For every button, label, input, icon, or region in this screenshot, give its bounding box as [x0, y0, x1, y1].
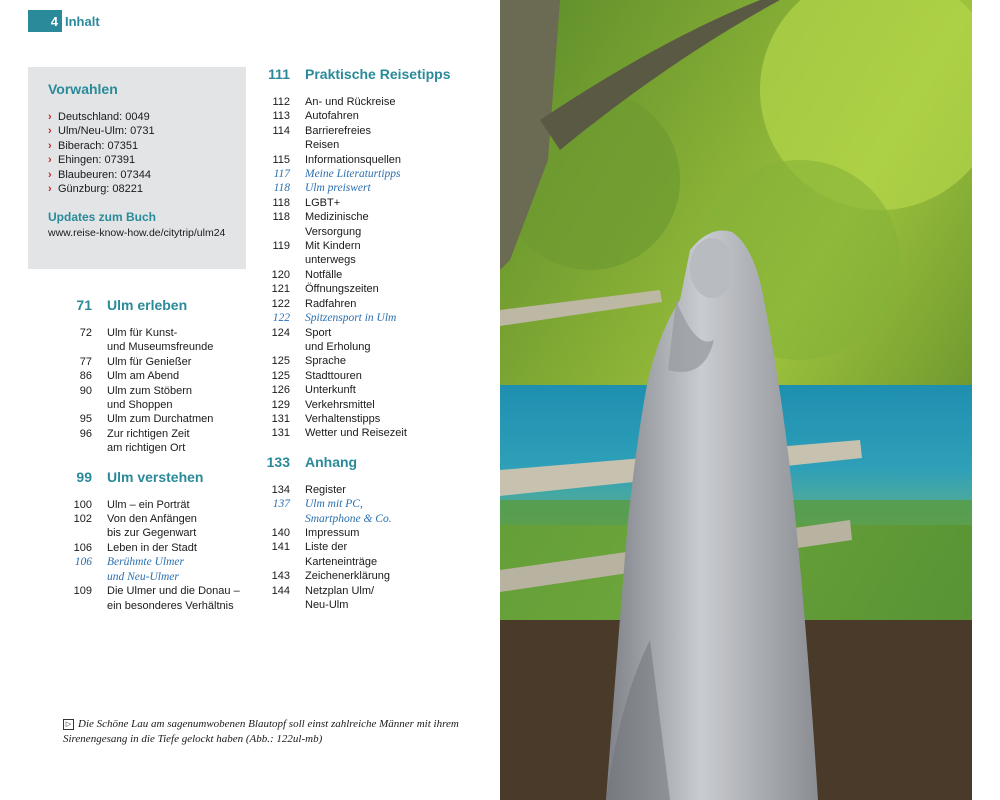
- entry-title: Ulm preiswert: [305, 182, 371, 195]
- toc-entry[interactable]: [258, 109, 478, 123]
- toc-entry[interactable]: [258, 210, 478, 239]
- entry-page-number: 125: [271, 355, 290, 368]
- info-box-title: Vorwahlen: [48, 81, 118, 97]
- entry-page-number: 143: [271, 570, 290, 583]
- entry-title: Autofahren: [305, 110, 359, 123]
- entry-title: Ulm am Abend: [107, 370, 180, 383]
- dialing-code-item: [48, 168, 155, 182]
- entry-title: An- und Rückreise: [305, 96, 396, 108]
- dialing-code-text: Ulm/Neu-Ulm: 0731: [58, 125, 155, 138]
- toc-left-column: [60, 297, 260, 613]
- entry-title: Zeichenerklärung: [305, 570, 390, 583]
- dialing-codes-list: [48, 110, 155, 196]
- statue-photo: [500, 0, 972, 800]
- entry-page-number: 129: [271, 398, 290, 411]
- entry-title: Berühmte Ulmer und Neu-Ulmer: [107, 556, 184, 583]
- toc-entry[interactable]: [258, 268, 478, 282]
- entry-title: Spitzensport in Ulm: [305, 312, 397, 325]
- entry-title: Leben in der Stadt: [107, 541, 197, 554]
- toc-entry[interactable]: [60, 427, 260, 456]
- chevron-right-icon: ›: [48, 111, 52, 123]
- entry-title: Radfahren: [305, 297, 357, 310]
- chevron-right-icon: ›: [48, 154, 52, 167]
- toc-entry[interactable]: [60, 555, 260, 584]
- entry-title: Stadttouren: [305, 369, 362, 382]
- section-title: Ulm erleben: [107, 297, 188, 313]
- entry-title: Ulm zum Durchatmen: [107, 413, 214, 426]
- entry-page-number: 122: [271, 297, 290, 310]
- entry-page-number: 144: [271, 584, 290, 597]
- dialing-code-item: [48, 110, 155, 124]
- toc-entry[interactable]: [60, 412, 260, 426]
- entry-title: Ulm zum Stöbern und Shoppen: [107, 384, 192, 412]
- toc-entry[interactable]: [60, 326, 260, 355]
- entry-title: Unterkunft: [305, 384, 356, 397]
- toc-entry[interactable]: [60, 384, 260, 413]
- toc-section-heading[interactable]: [60, 469, 260, 489]
- caption-text: Die Schöne Lau am sagenumwobenen Blautopf soll einst zahlreiche Männer mit ihrem Sirenengesang in die Tiefe gelockt haben (Abb.: 122ul-mb): [63, 718, 459, 745]
- chevron-right-icon: ›: [48, 139, 52, 152]
- entry-page-number: 140: [271, 526, 290, 539]
- entry-title: Register: [305, 483, 346, 496]
- section-title: Praktische Reisetipps: [305, 66, 451, 82]
- entry-page-number: 115: [272, 153, 290, 166]
- entry-title: Impressum: [305, 526, 360, 539]
- toc-entry[interactable]: [60, 369, 260, 383]
- toc-entry[interactable]: [258, 167, 478, 181]
- chevron-right-icon: ›: [48, 183, 52, 196]
- entry-title: Liste der Karteneinträge: [305, 541, 378, 568]
- section-title: Anhang: [305, 453, 358, 470]
- entry-page-number: 117: [273, 168, 290, 181]
- toc-entry[interactable]: [258, 383, 478, 397]
- entry-title: Netzplan Ulm/ Neu-Ulm: [305, 584, 375, 611]
- section-title: Ulm verstehen: [107, 468, 204, 485]
- toc-entry[interactable]: [258, 584, 478, 613]
- toc-entry[interactable]: [258, 124, 478, 153]
- entry-title: Mit Kindern unterwegs: [305, 240, 361, 267]
- entry-title: Sport und Erholung: [305, 326, 371, 353]
- entry-title: Ulm für Kunst- und Museumsfreunde: [107, 327, 214, 354]
- dialing-code-text: Ehingen: 07391: [58, 154, 136, 167]
- page-title: Inhalt: [65, 13, 100, 29]
- photo-illustration: [500, 0, 972, 800]
- entry-title: Medizinische Versorgung: [305, 211, 369, 238]
- toc-entry[interactable]: [60, 584, 260, 613]
- toc-entry[interactable]: [258, 426, 478, 440]
- entry-page-number: 118: [272, 211, 290, 224]
- dialing-code-text: Deutschland: 0049: [58, 111, 150, 123]
- entry-page-number: 72: [79, 327, 92, 339]
- page-number: 4: [28, 10, 62, 32]
- toc-entry[interactable]: [258, 569, 478, 583]
- caption-marker-icon: ▷: [63, 719, 74, 730]
- entry-title: Meine Literaturtipps: [305, 168, 401, 181]
- info-box: [28, 67, 246, 269]
- entry-page-number: 134: [271, 483, 290, 496]
- entry-title: Ulm für Genießer: [107, 355, 192, 368]
- toc-entry[interactable]: [258, 297, 478, 311]
- photo-caption: [63, 717, 473, 747]
- toc-entry[interactable]: [258, 526, 478, 540]
- toc-entry[interactable]: [60, 541, 260, 555]
- entry-page-number: 95: [79, 413, 92, 426]
- section-page-number: 71: [76, 297, 92, 313]
- chevron-right-icon: ›: [48, 168, 52, 181]
- toc-entry[interactable]: [258, 181, 478, 195]
- toc-entry[interactable]: [60, 512, 260, 541]
- updates-title: Updates zum Buch: [48, 210, 157, 224]
- toc-entry[interactable]: [60, 355, 260, 369]
- entry-page-number: 126: [271, 384, 290, 397]
- entry-page-number: 118: [272, 196, 290, 209]
- dialing-code-text: Günzburg: 08221: [58, 183, 144, 196]
- toc-entry[interactable]: [258, 153, 478, 167]
- toc-entry[interactable]: [258, 311, 478, 325]
- toc-entry[interactable]: [258, 196, 478, 210]
- toc-section-heading[interactable]: [60, 297, 260, 317]
- toc-section-heading[interactable]: [258, 66, 478, 86]
- dialing-code-text: Biberach: 07351: [58, 139, 139, 152]
- chevron-right-icon: ›: [48, 125, 52, 138]
- entry-title: LGBT+: [305, 196, 341, 209]
- entry-title: Von den Anfängen bis zur Gegenwart: [107, 513, 197, 540]
- entry-page-number: 131: [271, 412, 290, 425]
- dialing-code-item: [48, 153, 155, 167]
- toc-entry[interactable]: [258, 497, 478, 526]
- entry-page-number: 131: [271, 427, 290, 440]
- entry-page-number: 100: [73, 498, 92, 511]
- entry-page-number: 137: [272, 498, 290, 511]
- toc-entry[interactable]: [258, 282, 478, 296]
- entry-page-number: 114: [272, 124, 290, 137]
- entry-page-number: 77: [79, 355, 92, 368]
- toc-entry[interactable]: [258, 412, 478, 426]
- entry-title: Notfälle: [305, 268, 343, 281]
- entry-page-number: 106: [74, 556, 92, 569]
- entry-title: Ulm – ein Porträt: [107, 498, 190, 511]
- toc-entry[interactable]: [258, 540, 478, 569]
- entry-title: Ulm mit PC, Smartphone & Co.: [305, 498, 392, 525]
- toc-entry[interactable]: [258, 354, 478, 368]
- entry-page-number: 96: [79, 427, 92, 440]
- entry-title: Zur richtigen Zeit am richtigen Ort: [107, 427, 190, 455]
- updates-url[interactable]: www.reise-know-how.de/citytrip/ulm24: [48, 227, 226, 239]
- section-page-number: 99: [76, 468, 92, 485]
- entry-page-number: 90: [79, 384, 92, 397]
- entry-page-number: 120: [271, 268, 290, 281]
- toc-entry[interactable]: [60, 498, 260, 512]
- toc-entry[interactable]: [258, 483, 478, 497]
- entry-page-number: 141: [271, 541, 290, 554]
- dialing-code-item: [48, 182, 155, 196]
- toc-right-column: [258, 66, 478, 612]
- toc-entry[interactable]: [258, 95, 478, 109]
- entry-page-number: 122: [272, 312, 290, 325]
- toc-entry[interactable]: [258, 239, 478, 268]
- entry-title: Die Ulmer und die Donau – ein besonderes Verhältnis: [107, 585, 240, 612]
- entry-page-number: 112: [272, 96, 290, 108]
- entry-page-number: 109: [73, 585, 92, 598]
- entry-page-number: 102: [73, 513, 92, 526]
- page-header: [28, 10, 100, 32]
- entry-page-number: 125: [271, 369, 290, 382]
- entry-title: Öffnungszeiten: [305, 283, 379, 296]
- entry-page-number: 119: [272, 240, 290, 253]
- toc-entry[interactable]: [258, 398, 478, 412]
- entry-title: Verhaltenstipps: [305, 412, 381, 425]
- dialing-code-item: [48, 139, 155, 153]
- entry-title: Verkehrsmittel: [305, 398, 375, 411]
- dialing-code-item: [48, 124, 155, 138]
- entry-title: Informationsquellen: [305, 153, 402, 166]
- entry-title: Sprache: [305, 355, 346, 368]
- dialing-code-text: Blaubeuren: 07344: [58, 168, 151, 181]
- entry-page-number: 86: [79, 370, 92, 383]
- entry-page-number: 124: [271, 326, 290, 339]
- entry-title: Wetter und Reisezeit: [305, 427, 407, 440]
- entry-page-number: 121: [271, 283, 290, 296]
- entry-page-number: 106: [73, 541, 92, 554]
- toc-entry[interactable]: [258, 369, 478, 383]
- toc-entry[interactable]: [258, 326, 478, 355]
- section-page-number: 133: [266, 453, 290, 470]
- toc-section-heading[interactable]: [258, 454, 478, 474]
- entry-title: Barrierefreies Reisen: [305, 124, 372, 152]
- entry-page-number: 113: [272, 110, 290, 123]
- section-page-number: 111: [268, 66, 290, 82]
- entry-page-number: 118: [273, 182, 290, 195]
